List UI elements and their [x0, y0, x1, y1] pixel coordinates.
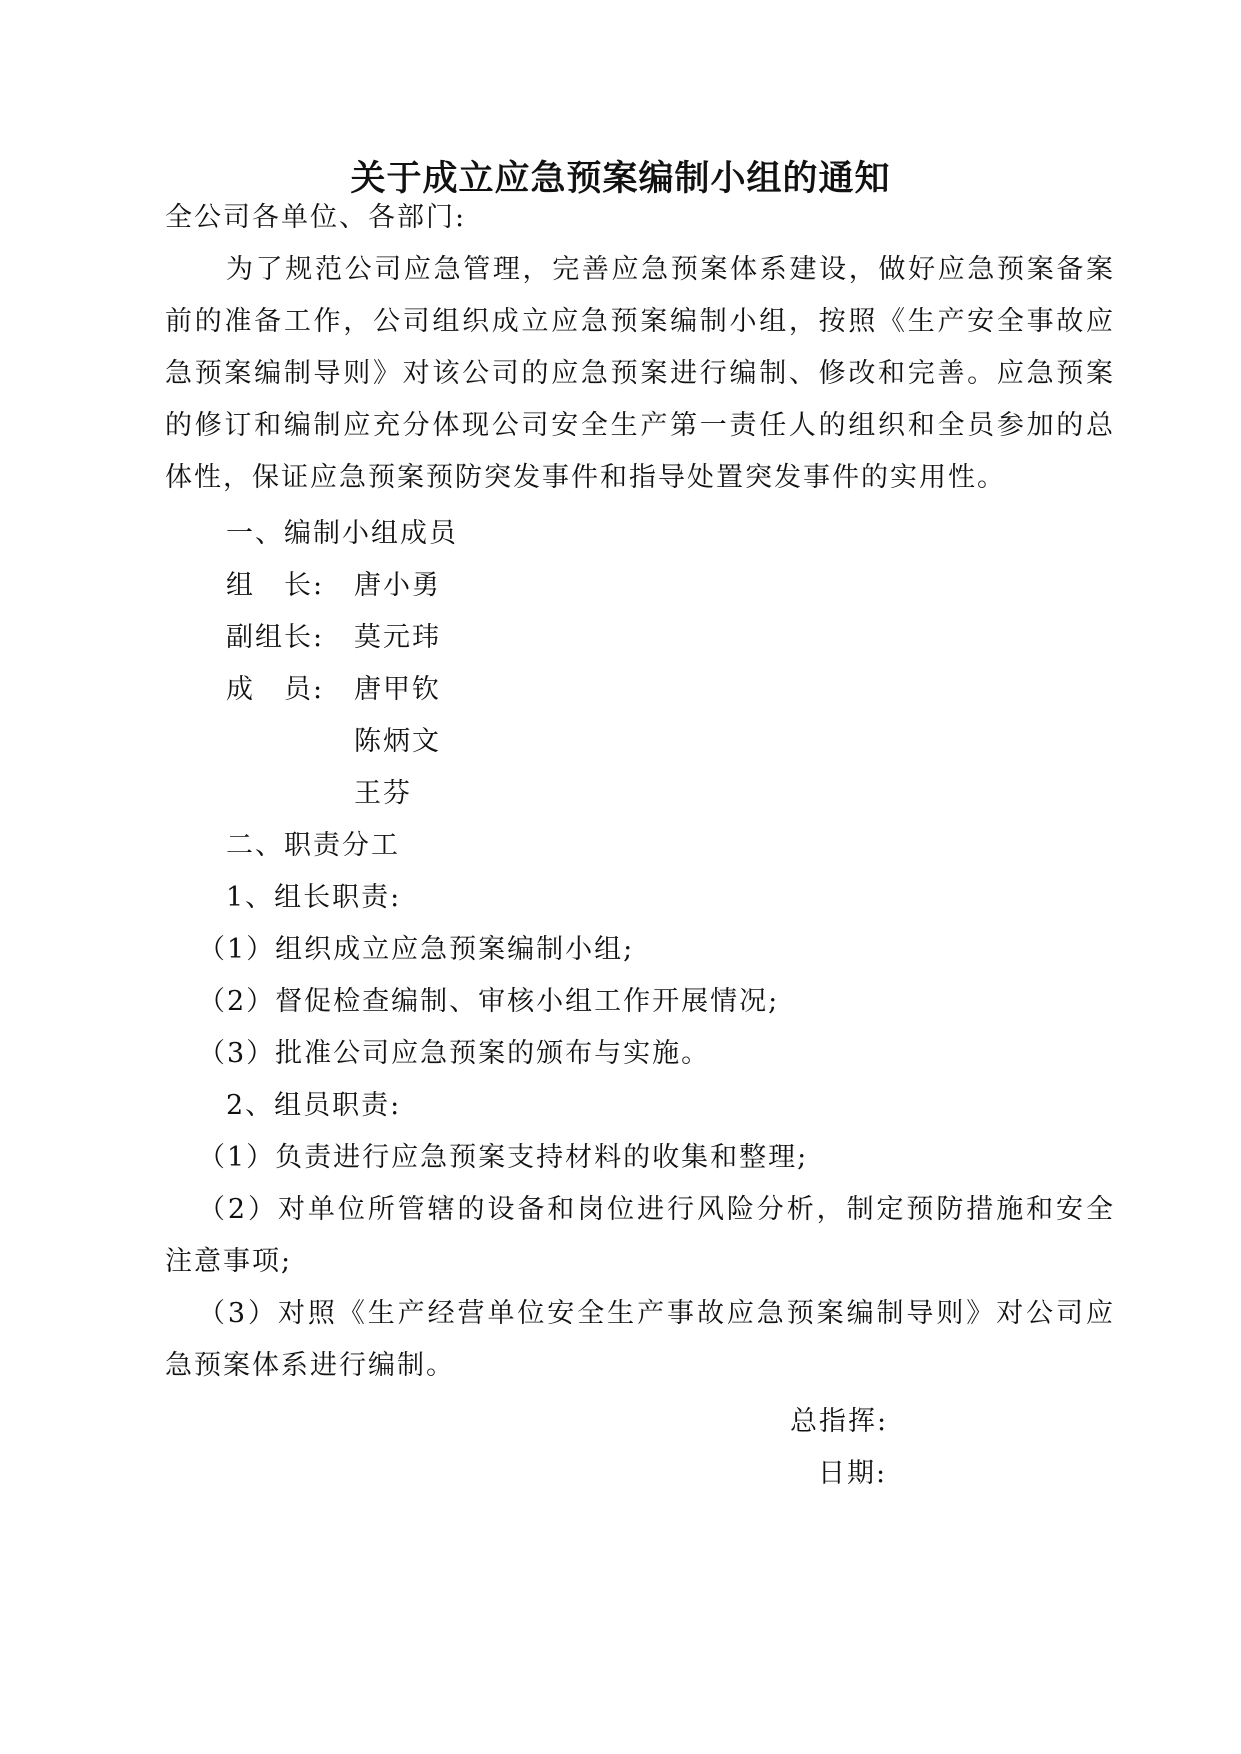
leader-duties-heading: 1、组长职责:: [226, 882, 402, 913]
leader-duty-item: （2）督促检查编制、审核小组工作开展情况;: [198, 986, 780, 1017]
member-duty-item: （3）对照《生产经营单位安全生产事故应急预案编制导则》对公司应急预案体系进行编制。: [165, 1298, 1115, 1381]
notice-title: 关于成立应急预案编制小组的通知: [350, 159, 891, 199]
section1-heading: 一、编制小组成员: [226, 518, 458, 549]
deputy-label: 副组长:: [226, 622, 325, 653]
commander-label: 总指挥:: [790, 1406, 889, 1437]
member-name: 王芬: [354, 778, 412, 809]
members-row: [226, 670, 441, 710]
date-label: 日期:: [818, 1458, 888, 1489]
deputy-name: 莫元玮: [354, 622, 441, 653]
leader-name: 唐小勇: [354, 570, 441, 601]
deputy-row: [226, 618, 441, 658]
leader-duty-item: （3）批准公司应急预案的颁布与实施。: [198, 1038, 711, 1069]
member-duty-item: （2）对单位所管辖的设备和岗位进行风险分析，制定预防措施和安全注意事项;: [165, 1194, 1115, 1277]
salutation: 全公司各单位、各部门:: [165, 202, 467, 233]
member-duty-item: （1）负责进行应急预案支持材料的收集和整理;: [198, 1142, 809, 1173]
members-label: 成 员:: [226, 674, 325, 705]
leader-label: 组 长:: [226, 570, 325, 601]
member-duties-heading: 2、组员职责:: [226, 1090, 402, 1121]
section2-heading: 二、职责分工: [226, 830, 400, 861]
leader-duty-item: （1）组织成立应急预案编制小组;: [198, 934, 635, 965]
member-name: 唐甲钦: [354, 674, 441, 705]
leader-row: [226, 566, 441, 606]
member-name: 陈炳文: [354, 726, 441, 757]
intro-paragraph: 为了规范公司应急管理，完善应急预案体系建设，做好应急预案备案前的准备工作，公司组织成立应急预案编制小组，按照《生产安全事故应急预案编制导则》对该公司的应急预案进行编制、修改和完善。应急预案的修订和编制应充分体现公司安全生产第一责任人的组织和全员参加的总体性，保证应急预案预防突发事件和指导处置突发事件的实用性。: [165, 254, 1115, 493]
